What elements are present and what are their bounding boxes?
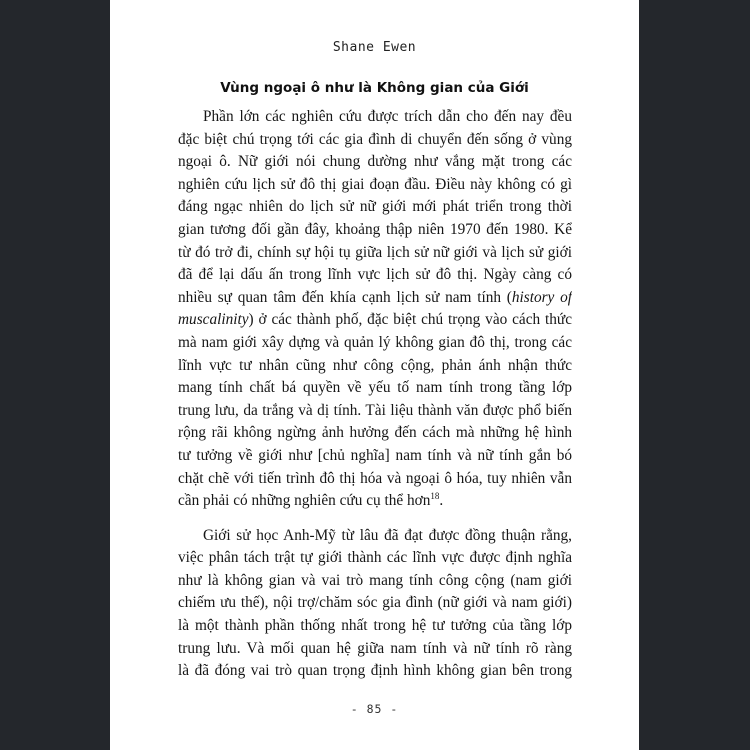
italic-term: history of (511, 288, 572, 306)
text-line: trung lưu. Và mối quan hệ giữa nam tính và nữ tính rõ ràng (178, 639, 572, 657)
body-text (178, 106, 572, 683)
text-segment: ) ở các thành phố, đặc biệt chú trọng vào cách thức (248, 311, 572, 329)
text-line (178, 490, 572, 513)
text-line: là đã đóng vai trò quan trọng định hình không gian bên trong (178, 662, 572, 680)
text-line: đáng ngạc nhiên do lịch sử nữ giới mới phát triển trong thời (178, 198, 572, 216)
text-line: như là không gian và vai trò mang tính công cộng (nam giới (178, 571, 572, 589)
book-page (110, 0, 639, 750)
text-line: nghiên cứu lịch sử đô thị giai đoạn đầu. Điều này không có gì (178, 175, 572, 193)
text-line: việc phân tách trật tự giới thành các lĩnh vực được định nghĩa (178, 549, 572, 567)
text-line: mà nam giới xây dựng và quản lý không gian đô thị, trong các (178, 333, 572, 351)
italic-term: muscalinity (178, 311, 249, 329)
text-line: rộng rãi không ngừng ảnh hưởng đến cách mà những hệ hình (178, 424, 572, 442)
text-line: chiếm ưu thế), nội trợ/chăm sóc gia đình (nữ giới và nam giới) (178, 594, 572, 612)
text-line (178, 309, 572, 332)
text-line: gian tương đối gần đây, khoảng thập niên 1970 đến 1980. Kể (178, 220, 572, 238)
section-title: Vùng ngoại ô như là Không gian của Giới (220, 80, 529, 96)
paragraph-gap (178, 513, 572, 525)
text-line: lĩnh vực tư nhân cũng như công cộng, phản ánh nhận thức (178, 356, 572, 374)
text-line: mang tính chất bá quyền về yếu tố nam tính trong tầng lớp (178, 379, 572, 397)
text-line: trung lưu, da trắng và dị tính. Tài liệu thành văn được phổ biến (178, 401, 572, 419)
text-line: là một thành phần thống nhất trong hệ tư tưởng của tầng lớp (178, 617, 572, 635)
text-line: từ đó trở đi, chính sự hội tụ giữa lịch sử nữ giới và lịch sử giới (178, 243, 572, 261)
text-line: Phần lớn các nghiên cứu được trích dẫn cho đến nay đều (203, 108, 572, 125)
text-line: chặt chẽ với tiến trình đô thị hóa và ngoại ô hóa, tuy nhiên vẫn (178, 469, 572, 487)
text-line: ngoại ô. Nữ giới nói chung dường như vắng mặt trong các (178, 153, 572, 171)
text-segment: cần phải có những nghiên cứu cụ thể hơn (178, 492, 431, 510)
text-line: đặc biệt chú trọng tới các gia đình di chuyển đến sống ở vùng (178, 130, 572, 148)
text-line (178, 287, 572, 310)
text-segment: nhiều sự quan tâm đến khía cạnh lịch sử nam tính ( (178, 288, 512, 306)
text-line: tư tưởng về giới như [chủ nghĩa] nam tính và nữ tính gắn bó (178, 446, 572, 464)
text-line: Giới sử học Anh-Mỹ từ lâu đã đạt được đồng thuận rằng, (203, 526, 572, 544)
footnote-ref: 18 (430, 491, 440, 501)
text-segment: . (439, 492, 444, 510)
text-line: đã để lại dấu ấn trong lĩnh vực lịch sử đô thị. Ngày càng có (178, 266, 572, 284)
page-number: - 85 - (350, 702, 399, 716)
running-head: Shane Ewen (332, 40, 417, 55)
